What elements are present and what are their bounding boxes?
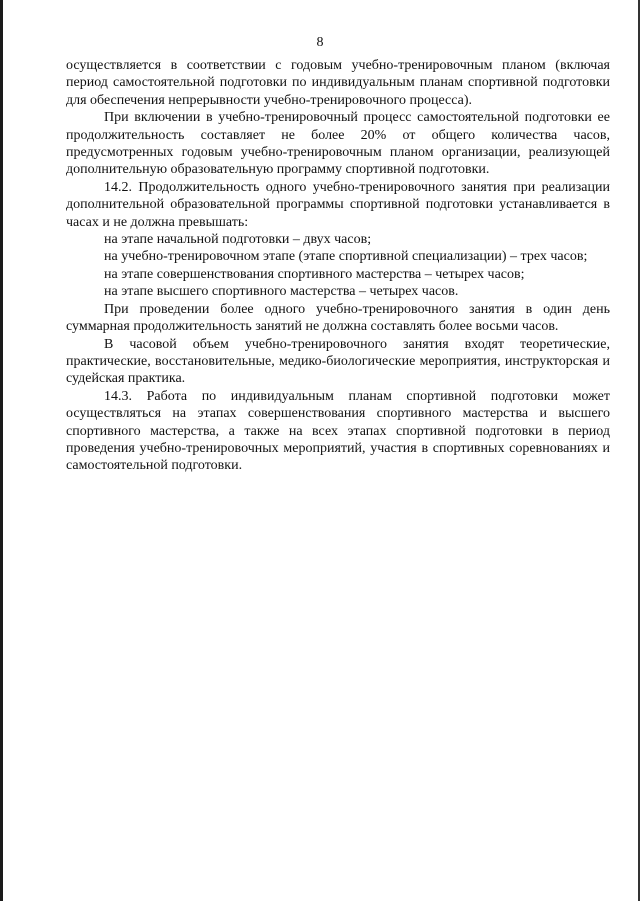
document-body <box>66 57 610 475</box>
paragraph-hourly-volume: В часовой объем учебно-тренировочного занятия входят теоретические, практические, восстановительные, медико-биологические мероприятия, инструкторская и судейская практика. <box>66 336 610 387</box>
list-item-initial-stage: на этапе начальной подготовки – двух часов; <box>104 232 372 248</box>
paragraph-14-3: 14.3. Работа по индивидуальным планам спортивной подготовки может осуществляться на этапах совершенствования спортивного мастерства и высшего спортивного мастерства, а также на всех этапах спортивной подготовки в период проведения учебно-тренировочных мероприятий, участия в спортивных соревнованиях и самостоятельной подготовки. <box>66 388 610 474</box>
paragraph-daily-limit: При проведении более одного учебно-тренировочного занятия в один день суммарная продолжительность занятий не должна составлять более восьми часов. <box>66 301 610 335</box>
paragraph-continuation: осуществляется в соответствии с годовым учебно-тренировочным планом (включая период самостоятельной подготовки по индивидуальным планам спортивной подготовки для обеспечения непрерывности учебно-тренировочного процесса). <box>66 58 610 108</box>
paragraph-14-2: 14.2. Продолжительность одного учебно-тренировочного занятия при реализации дополнительной образовательной программы спортивной подготовки устанавливается в часах и не должна превышать: <box>66 179 610 230</box>
paragraph-self-training: При включении в учебно-тренировочный процесс самостоятельной подготовки ее продолжительность составляет не более 20% от общего количества часов, предусмотренных годовым учебно-тренировочным планом организации, реализующей дополнительную образовательную программу спортивной подготовки. <box>66 110 610 178</box>
scan-edge-left <box>0 0 3 901</box>
list-item-higher-mastery-stage: на этапе высшего спортивного мастерства – четырех часов. <box>104 284 459 300</box>
list-item-improvement-stage: на этапе совершенствования спортивного мастерства – четырех часов; <box>104 266 525 282</box>
list-item-training-stage: на учебно-тренировочном этапе (этапе спортивной специализации) – трех часов; <box>104 249 588 265</box>
page-number: 8 <box>316 35 324 50</box>
